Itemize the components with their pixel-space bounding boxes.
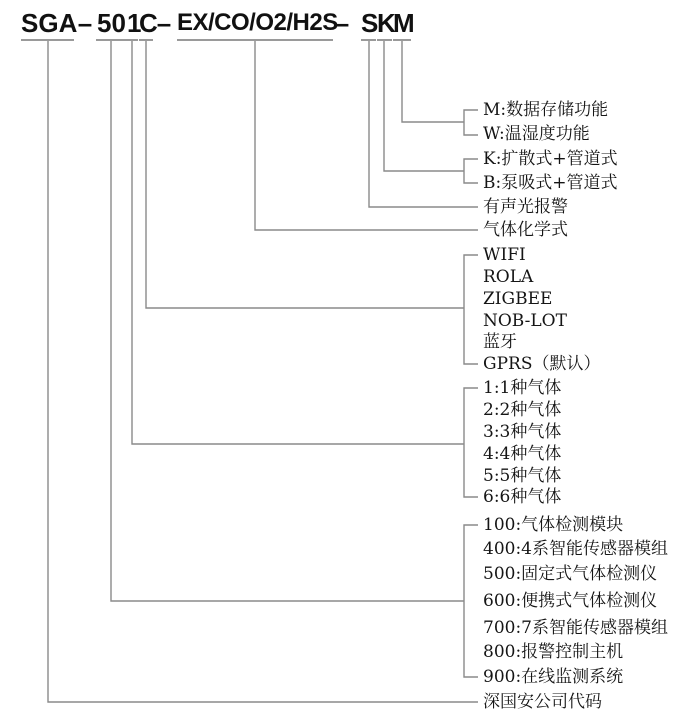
bracket-series bbox=[464, 525, 478, 677]
connector-comm bbox=[146, 41, 464, 308]
connector-company bbox=[48, 41, 478, 702]
legend-series-500: 500:固定式气体检测仪 bbox=[483, 564, 658, 584]
model-segment-comm: C bbox=[139, 8, 153, 41]
connector-alarm bbox=[369, 41, 478, 207]
legend-function-m: M:数据存储功能 bbox=[483, 100, 609, 120]
connector-series bbox=[111, 41, 464, 601]
legend-comm-bluetooth: 蓝牙 bbox=[483, 332, 517, 352]
legend-sampling-b: B:泵吸式+管道式 bbox=[483, 173, 618, 193]
connector-gas-formula bbox=[255, 41, 478, 230]
connector-gas-count bbox=[132, 41, 464, 444]
legend-count-4: 4:4种气体 bbox=[483, 444, 562, 464]
model-segment-gas-formula: EX/CO/O2/H2S bbox=[177, 8, 333, 41]
model-dash-2: – bbox=[156, 8, 172, 38]
model-dash-3: – bbox=[334, 8, 350, 38]
legend-count-2: 2:2种气体 bbox=[483, 400, 562, 420]
legend-count-6: 6:6种气体 bbox=[483, 487, 562, 507]
legend-comm-rola: ROLA bbox=[483, 267, 534, 287]
legend-series-700: 700:7系智能传感器模组 bbox=[483, 618, 668, 638]
legend-count-1: 1:1种气体 bbox=[483, 378, 562, 398]
legend-series-400: 400:4系智能传感器模组 bbox=[483, 539, 668, 559]
legend-company-code: 深国安公司代码 bbox=[483, 692, 602, 712]
bracket-comm bbox=[464, 255, 478, 364]
model-segment-function: M bbox=[393, 8, 411, 41]
bracket-sampling bbox=[464, 159, 478, 183]
legend-comm-gprs: GPRS（默认） bbox=[483, 354, 601, 374]
legend-comm-wifi: WIFI bbox=[483, 245, 526, 265]
legend-count-5: 5:5种气体 bbox=[483, 466, 562, 486]
legend-series-100: 100:气体检测模块 bbox=[483, 515, 624, 535]
model-segment-series: 50 bbox=[96, 8, 127, 41]
model-segment-gas-count: 1 bbox=[127, 8, 138, 41]
legend-gas-formula: 气体化学式 bbox=[483, 220, 568, 240]
model-segment-alarm: S bbox=[361, 8, 376, 41]
connector-sampling bbox=[384, 41, 464, 171]
legend-series-800: 800:报警控制主机 bbox=[483, 642, 624, 662]
legend-alarm: 有声光报警 bbox=[483, 197, 568, 217]
bracket-gas-count bbox=[464, 388, 478, 497]
connector-function bbox=[402, 41, 464, 122]
model-dash-1: – bbox=[77, 8, 93, 38]
legend-count-3: 3:3种气体 bbox=[483, 422, 562, 442]
legend-function-w: W:温湿度功能 bbox=[483, 124, 590, 144]
model-segment-company: SGA bbox=[21, 8, 74, 41]
legend-comm-noblot: NOB-LOT bbox=[483, 311, 567, 331]
legend-series-900: 900:在线监测系统 bbox=[483, 667, 624, 687]
model-segment-sampling: K bbox=[377, 8, 392, 41]
bracket-function bbox=[464, 110, 478, 135]
legend-series-600: 600:便携式气体检测仪 bbox=[483, 591, 658, 611]
legend-sampling-k: K:扩散式+管道式 bbox=[483, 149, 618, 169]
legend-comm-zigbee: ZIGBEE bbox=[483, 289, 553, 309]
